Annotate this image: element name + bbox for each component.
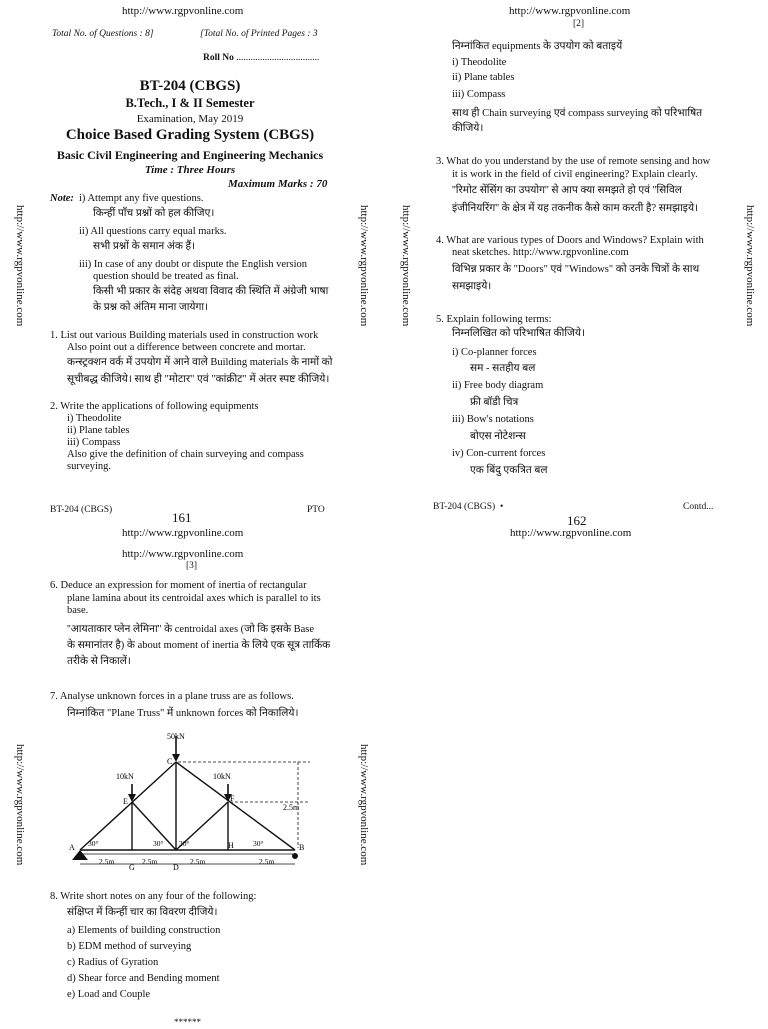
subject: Basic Civil Engineering and Engineering Mechanics — [56, 148, 324, 162]
q6-line1: 6. Deduce an expression for moment of inertia of rectangular — [50, 580, 307, 591]
p2-intro-3: ii) Plane tables — [452, 72, 515, 83]
side-url-4: http://www.rgpvonline.com — [744, 205, 756, 327]
p2-intro-4: iii) Compass — [452, 89, 506, 100]
q6-line4: ''आयताकार प्लेन लेमिना'' के centroidal axes (जो कि इसके Base — [67, 624, 315, 635]
time: Time : Three Hours — [144, 164, 236, 176]
angle-a: 30° — [88, 839, 99, 848]
q6-line5: के समानांतर है) के about moment of inertia के लिये एक सूत्र तार्किक — [67, 640, 331, 651]
q2-item2: ii) Plane tables — [67, 425, 130, 436]
q8-line1: 8. Write short notes on any four of the following: — [50, 891, 257, 902]
total-pages: [Total No. of Printed Pages : 3 — [200, 29, 318, 39]
q4-line4: समझाइये। — [452, 281, 492, 292]
footer-pto: PTO — [307, 505, 325, 515]
angle-d-left: 30° — [153, 839, 164, 848]
p2-intro-2: i) Theodolite — [452, 57, 507, 68]
node-b: B — [299, 843, 305, 852]
note-1: i) Attempt any five questions. — [79, 193, 204, 204]
span-2: 2.5m — [142, 857, 158, 866]
node-c: C — [167, 757, 173, 766]
q5-item4-hi: एक बिंदु एकत्रित बल — [470, 465, 548, 476]
q5-item2-hi: फ्री बॉडी चित्र — [470, 397, 519, 408]
paper-code: BT-204 (CBGS) — [139, 78, 241, 94]
footer-code-1: BT-204 (CBGS) — [50, 505, 113, 515]
q7-line2: निम्नांकित "Plane Truss" में unknown forces को निकालिये। — [67, 708, 299, 719]
truss-height: 2.5m — [283, 803, 300, 812]
q4-line3: विभिन्न प्रकार के "Doors" एवं "Windows" को उनके चित्रों के साथ — [452, 264, 700, 275]
program: B.Tech., I & II Semester — [125, 96, 255, 110]
page-mark-3: [3] — [186, 561, 198, 571]
q3-line2: it is work in the field of civil engineering? Explain clearly. — [452, 169, 698, 180]
q2-line1: 2. Write the applications of following equipments — [50, 401, 259, 412]
q2-item1: i) Theodolite — [67, 413, 122, 424]
q1-line4: सूचीबद्ध कीजिये। साथ ही "मोटार" एवं "कांक्रीट" में अंतर स्पष्ट कीजिये। — [67, 374, 330, 385]
header-url-left[interactable]: http://www.rgpvonline.com — [122, 5, 244, 17]
page-mark-2: [2] — [573, 19, 585, 29]
q4-line2: neat sketches. http://www.rgpvonline.com — [452, 247, 629, 258]
q6-line2: plane lamina about its centroidal axes which is parallel to its — [67, 593, 321, 604]
note-3b: question should be treated as final. — [93, 271, 239, 282]
p2-intro-6: कीजिये। — [452, 123, 484, 134]
q2-item3: iii) Compass — [67, 437, 121, 448]
side-url-1: http://www.rgpvonline.com — [14, 205, 26, 327]
system: Choice Based Grading System (CBGS) — [65, 127, 315, 143]
max-marks: Maximum Marks : 70 — [228, 178, 328, 190]
q5-item3-hi: बोएस नोटेशन्स — [470, 431, 526, 442]
node-d: D — [173, 863, 179, 870]
node-h: H — [228, 841, 234, 850]
side-url-6: http://www.rgpvonline.com — [358, 744, 370, 866]
angle-d-right: 30° — [179, 839, 190, 848]
q3-line3: ''रिमोट सेंसिंग का उपयोग'' से आप क्या समझते हो एवं ''सिविल — [452, 185, 682, 196]
q8-item-e: e) Load and Couple — [67, 989, 151, 1000]
span-4: 2.5m — [259, 857, 275, 866]
truss-diagram — [60, 728, 320, 870]
footer-url-1[interactable]: http://www.rgpvonline.com — [122, 527, 244, 539]
q4-line1: 4. What are various types of Doors and Windows? Explain with — [436, 235, 704, 246]
node-a: A — [69, 843, 75, 852]
q5-item3: iii) Bow's notations — [452, 414, 534, 425]
q8-item-b: b) EDM method of surveying — [67, 941, 192, 952]
span-1: 2.5m — [99, 857, 115, 866]
side-url-5: http://www.rgpvonline.com — [14, 744, 26, 866]
q8-line2: संक्षिप्त में किन्हीं चार का विवरण दीजिये। — [67, 907, 218, 918]
side-url-3: http://www.rgpvonline.com — [400, 205, 412, 327]
q5-line1: 5. Explain following terms: — [436, 314, 552, 325]
q2-line5: Also give the definition of chain surveying and compass — [67, 449, 304, 460]
q8-item-c: c) Radius of Gyration — [67, 957, 159, 968]
note-3-hi-b: के प्रश्न को अंतिम माना जायेगा। — [93, 302, 209, 313]
node-e: E — [123, 797, 128, 806]
truss-load-left: 10kN — [116, 772, 134, 781]
note-label: Note: — [50, 193, 74, 204]
angle-b: 30° — [253, 839, 264, 848]
footer-code-2-text: BT-204 (CBGS) — [433, 502, 496, 512]
q5-item1: i) Co-planner forces — [452, 347, 537, 358]
q8-item-d: d) Shear force and Bending moment — [67, 973, 220, 984]
q3-line1: 3. What do you understand by the use of remote sensing and how — [436, 156, 711, 167]
q5-item4: iv) Con-current forces — [452, 448, 546, 459]
q3-line4: इंजीनियरिंग'' के क्षेत्र में यह तकनीक कैसे काम करती है? समझाइये। — [452, 203, 699, 214]
page-no-1: 161 — [172, 510, 192, 525]
truss-load-right: 10kN — [213, 772, 231, 781]
q7-line1: 7. Analyse unknown forces in a plane truss are as follows. — [50, 691, 294, 702]
p2-intro-1: निम्नांकित equipments के उपयोग को बताइयें — [452, 41, 623, 52]
q2-line6: surveying. — [67, 461, 112, 472]
q5-line2: निम्नलिखित को परिभाषित कीजिये। — [452, 328, 585, 339]
side-url-2: http://www.rgpvonline.com — [358, 205, 370, 327]
header-url-right[interactable]: http://www.rgpvonline.com — [509, 5, 631, 17]
note-3-hi: किसी भी प्रकार के संदेह अथवा विवाद की स्थिति में अंग्रेजी भाषा — [93, 286, 329, 297]
note-1-hi: किन्हीं पाँच प्रश्नों को हल कीजिए। — [93, 208, 215, 219]
exam: Examination, May 2019 — [136, 113, 244, 125]
roll-no: Roll No ................................... — [203, 53, 320, 63]
page-no-2: 162 — [567, 513, 587, 528]
q1-line2: Also point out a difference between concrete and mortar. — [67, 342, 306, 353]
span-3: 2.5m — [190, 857, 206, 866]
note-2: ii) All questions carry equal marks. — [79, 226, 227, 237]
footer-url-2[interactable]: http://www.rgpvonline.com — [510, 527, 632, 539]
note-2-hi: सभी प्रश्नों के समान अंक हैं। — [93, 241, 196, 252]
footer-contd: Contd... — [683, 502, 714, 512]
header-url-3[interactable]: http://www.rgpvonline.com — [122, 548, 244, 560]
end-mark: ****** — [174, 1017, 201, 1027]
q5-item2: ii) Free body diagram — [452, 380, 544, 391]
truss-load-top: 50kN — [167, 732, 185, 741]
p2-intro-5: साथ ही Chain surveying एवं compass surveying को परिभाषित — [452, 108, 703, 119]
q1-line3: कन्स्ट्रक्शन वर्क में उपयोग में आने वाले Building materials के नामों को — [67, 357, 333, 368]
q8-item-a: a) Elements of building construction — [67, 925, 221, 936]
q6-line3: base. — [67, 605, 89, 616]
footer-code-2: BT-204 (CBGS) • — [433, 502, 504, 512]
q1-line1: 1. List out various Building materials used in construction work — [50, 330, 319, 341]
q6-line6: तरीके से निकालें। — [67, 656, 131, 667]
q5-item1-hi: सम - सतहीय बल — [470, 363, 536, 374]
total-questions: Total No. of Questions : 8] — [52, 29, 154, 39]
node-f: F — [230, 794, 235, 803]
note-3: iii) In case of any doubt or dispute the English version — [79, 259, 308, 270]
node-g: G — [129, 863, 135, 870]
